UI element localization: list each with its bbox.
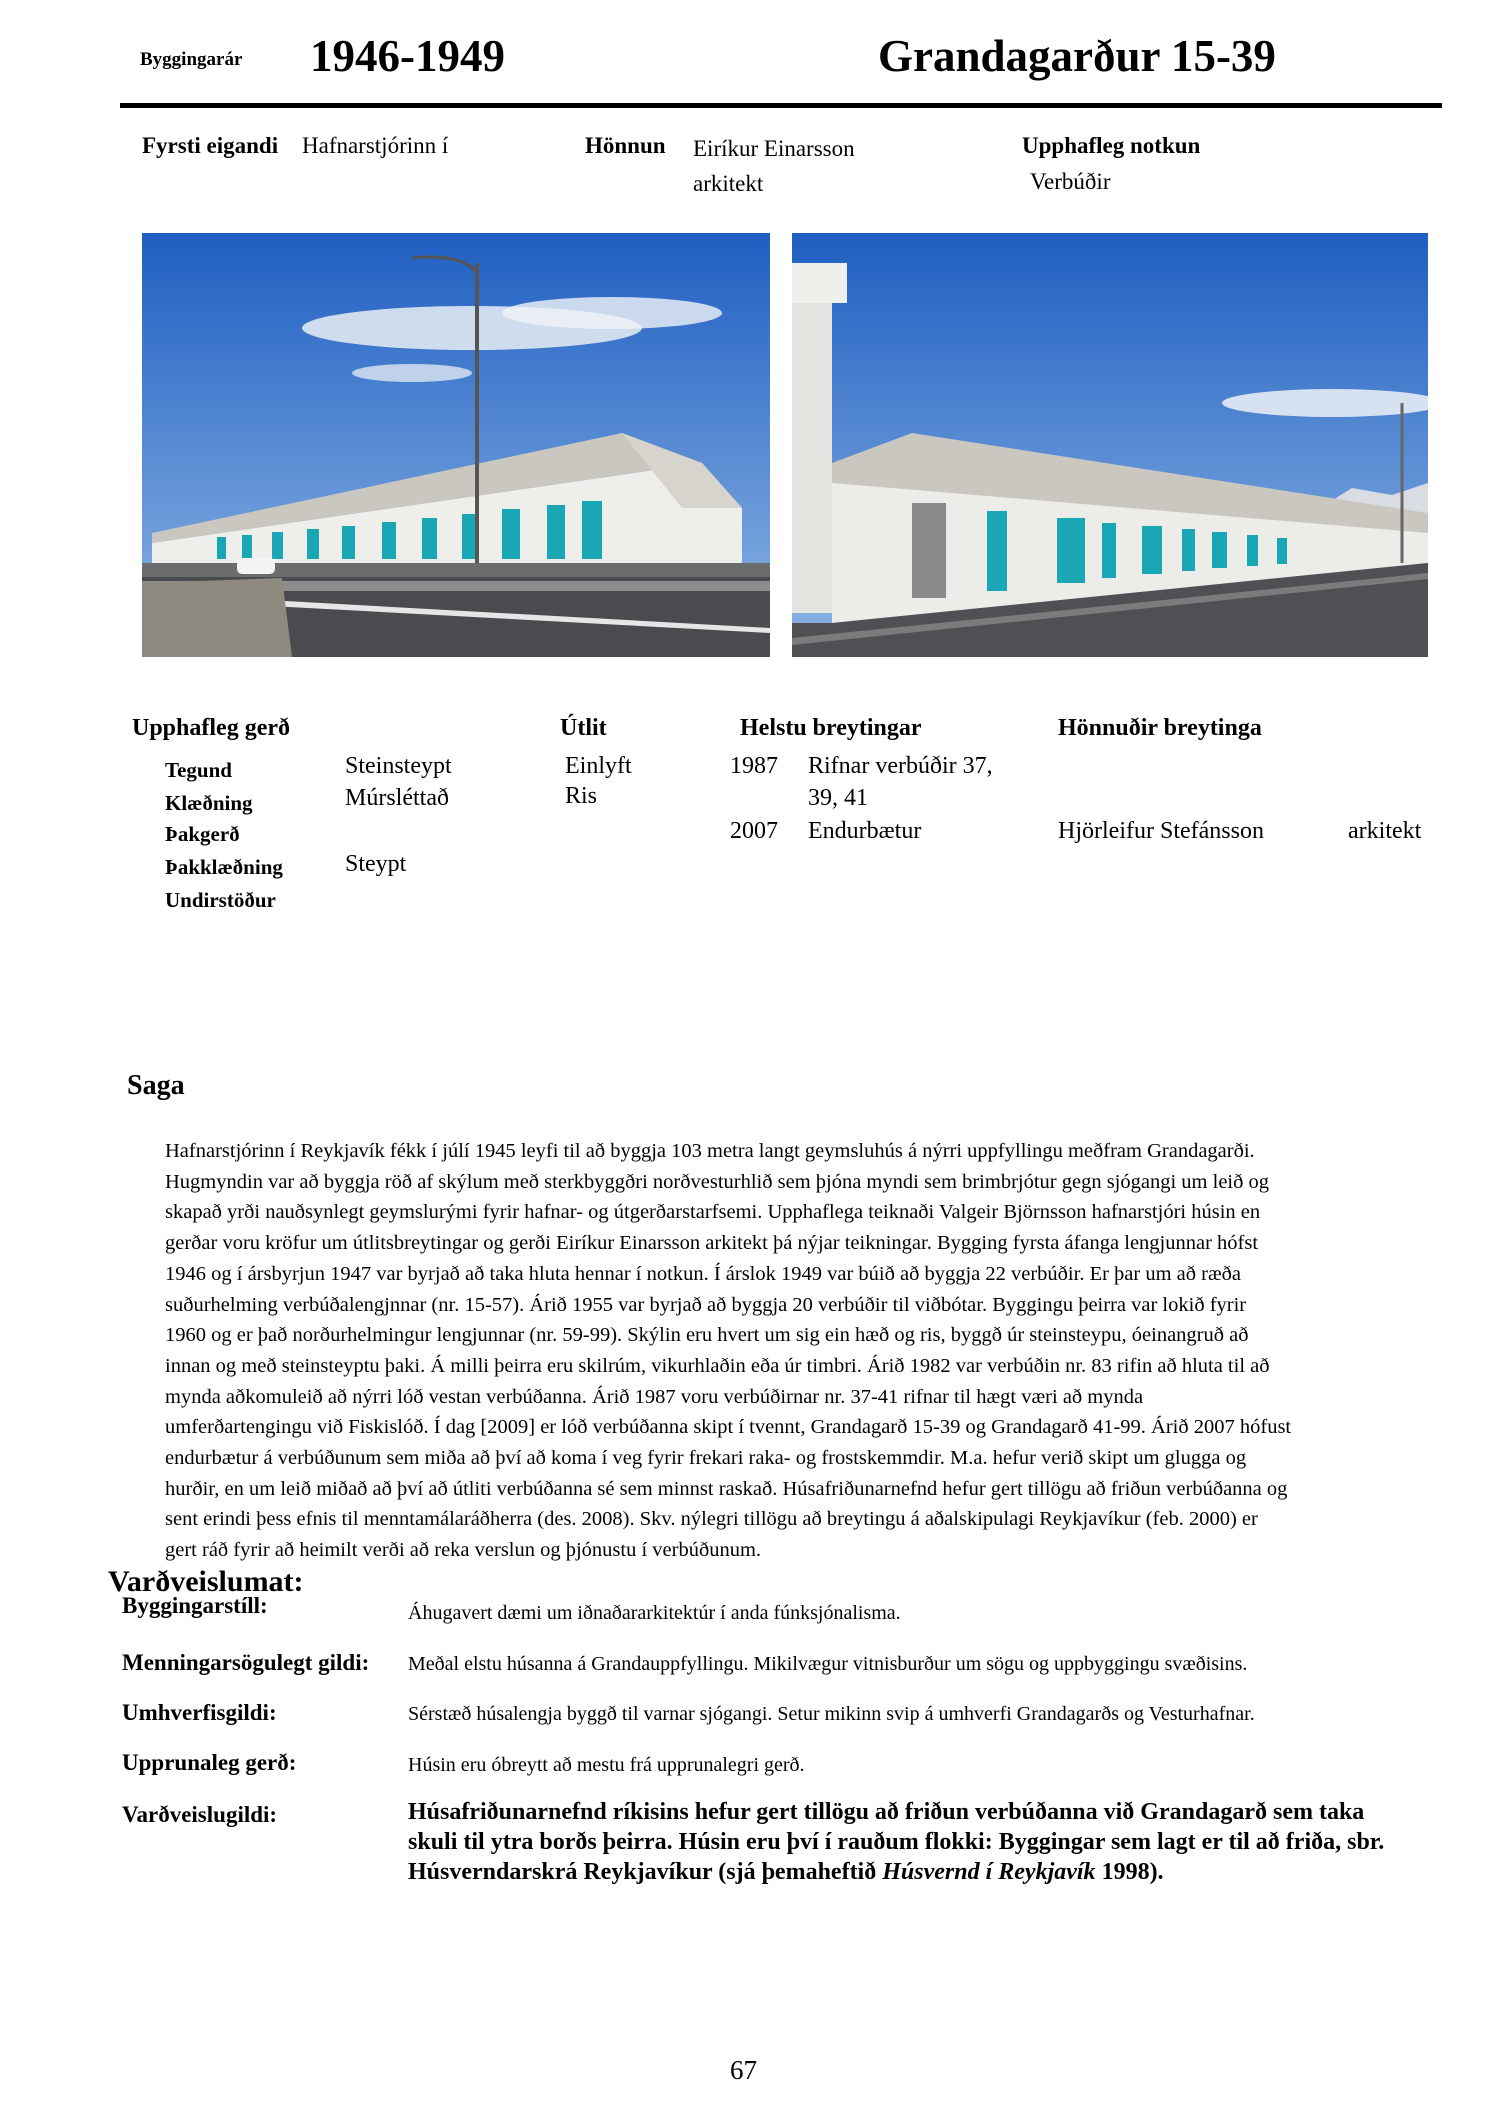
type-value: Steinsteypt — [345, 753, 452, 779]
design-label: Hönnun — [585, 133, 666, 158]
preservation-text-post: 1998). — [1095, 1859, 1164, 1885]
roof-cladding-value: Steypt — [345, 851, 407, 877]
environment-value-text: Sérstæð húsalengja byggð til varnar sjógangi. Setur mikinn svip á umhverfi Grandagarðs og Vesturhafnar. — [408, 1703, 1255, 1725]
change-text-continued: 39, 41 — [808, 785, 868, 811]
original-form-label: Upprunaleg gerð: — [122, 1750, 297, 1775]
publication-title: Húsvernd í Reykjavík — [882, 1859, 1096, 1885]
saga-line: 1946 og í ársbyrjun 1947 var byrjað að taka hluta hennar í notkun. Í árslok 1949 var búið að byggja 22 verbúðir. Er þar um að ræða — [165, 1262, 1241, 1285]
saga-body — [165, 1136, 1435, 1566]
row-label-foundations: Undirstöður — [165, 888, 276, 912]
saga-line: sent erindi þess efnis til menntamálaráðherra (des. 2008). Skv. nýlegri tillögu að breytingu á aðalskipulagi Reykjavíkur (feb. 2000) er — [165, 1508, 1258, 1531]
saga-line: skapað yrði nauðsynlegt geymslurými fyrir hafnar- og útgerðarstarfsemi. Upphaflega teiknaði Valgeir Björnsson hafnarstjóri húsin en — [165, 1201, 1261, 1224]
original-form-value: Húsin eru óbreytt að mestu frá upprunalegri gerð. — [408, 1754, 805, 1776]
use-label: Upphafleg notkun — [1022, 133, 1201, 158]
row-label-roof-cladding: Þakklæðning — [165, 855, 283, 879]
saga-line: suðurhelming verbúðalengjnnar (nr. 15-57). Árið 1955 var byrjað að byggja 20 verbúðir til viðbótar. Byggingu þeirra var lokið fyrir — [165, 1293, 1247, 1316]
appearance-value-2: Ris — [565, 783, 598, 809]
saga-line: 1960 og er það norðurhelmingur lengjunnar (nr. 59-99). Skýlin eru hvert um sig ein hæð og ris, byggð úr steinsteypu, óeinangruð að — [165, 1324, 1249, 1347]
preservation-text-pre: Húsafriðunarnefnd ríkisins hefur gert tillögu að friðun verbúðanna við Grandagarð sem taka skuli til ytra borðs þeirra. Húsin eru því í rauðum flokki: Byggingar sem lagt er til að friða, sbr. Húsverndarskrá Reykjavíkur (sjá þemaheftið — [408, 1799, 1385, 1885]
cultural-value-text: Meðal elstu húsanna á Grandauppfyllingu. Mikilvægur vitnisburður um sögu og uppbyggingu svæðisins. — [408, 1653, 1248, 1675]
change-text: Rifnar verbúðir 37, — [808, 753, 993, 779]
saga-line: endurbætur á verbúðunum sem miða að því að koma í veg fyrir frekari raka- og frostskemmdir. M.a. hefur verið skipt um glugga og — [165, 1447, 1247, 1470]
change-designer: Hjörleifur Stefánsson — [1058, 818, 1264, 844]
saga-line: mynda aðkomuleið að nýrri lóð vestan verbúðanna. Árið 1987 voru verbúðirnar nr. 37-41 rifnar til hægt væri að mynda — [165, 1385, 1144, 1408]
cladding-value: Múrsléttað — [345, 785, 449, 811]
appearance-value-1: Einlyft — [565, 753, 632, 779]
style-value: Áhugavert dæmi um iðnaðararkitektúr í anda fúnksjónalisma. — [408, 1602, 901, 1624]
cultural-value-label: Menningarsögulegt gildi: — [122, 1650, 370, 1675]
saga-line: gert ráð fyrir að heimilt verði að reka verslun og þjónustu í verbúðunum. — [165, 1539, 762, 1562]
photo-east-view — [792, 233, 1428, 657]
saga-line: innan og með steinsteyptu þaki. Á milli þeirra eru skilrúm, vikurhlaðin eða úr timbri. Árið 1982 var verbúðin nr. 83 rifin að hluta til að — [165, 1354, 1270, 1377]
change-text: Endurbætur — [808, 818, 922, 844]
row-label-type: Tegund — [165, 758, 232, 782]
saga-line: umferðartengingu við Fiskislóð. Í dag [2009] er lóð verbúðanna skipt í tvennt, Grandagarð 15-39 og Grandagarð 41-99. Árið 2007 hófust — [165, 1416, 1292, 1439]
build-years-label: Byggingarár — [140, 49, 243, 70]
owner-value: Hafnarstjórinn í — [302, 133, 449, 158]
style-label: Byggingarstíll: — [122, 1593, 268, 1618]
owner-label: Fyrsti eigandi — [142, 133, 279, 158]
preservation-value-label: Varðveislugildi: — [122, 1802, 278, 1827]
header-rule — [120, 103, 1442, 108]
preservation-value-text — [408, 1797, 1418, 1887]
environment-value-label: Umhverfisgildi: — [122, 1700, 277, 1725]
saga-line: gerðar voru kröfur um útlitsbreytingar og gerði Eiríkur Einarsson arkitekt þá nýjar teikningar. Bygging fyrsta áfanga lengjunnar hófst — [165, 1232, 1259, 1255]
row-label-cladding: Klæðning — [165, 791, 253, 815]
design-value-1: Eiríkur Einarsson — [693, 136, 855, 161]
saga-line: hurðir, en um leið miðað að því að útliti verbúðanna sé sem minnst raskað. Húsafriðunarnefnd hefur gert tillögu að friðun verbúðanna og — [165, 1477, 1288, 1500]
header-original-form: Upphafleg gerð — [132, 715, 290, 741]
saga-line: Hugmyndin var að byggja röð af skýlum með sterkbyggðri norðvesturhlið sem þjóna myndi sem brimbrjótur gegn sjógangi um leið og — [165, 1170, 1269, 1193]
row-label-roof-type: Þakgerð — [165, 822, 240, 846]
header-main-changes: Helstu breytingar — [740, 715, 922, 741]
use-value: Verbúðir — [1030, 169, 1111, 194]
build-years: 1946-1949 — [310, 31, 505, 81]
change-year: 2007 — [730, 818, 778, 844]
header-appearance: Útlit — [560, 715, 607, 741]
saga-line: Hafnarstjórinn í Reykjavík fékk í júlí 1945 leyfi til að byggja 103 metra langt geymsluhús á nýrri uppfyllingu meðfram Grandagarði. — [165, 1140, 1255, 1162]
page-number: 67 — [730, 2055, 757, 2085]
preservation-title: Varðveislumat: — [108, 1565, 304, 1598]
address-title: Grandagarður 15-39 — [878, 31, 1276, 81]
photo-west-view — [142, 233, 770, 657]
header-change-designers: Hönnuðir breytinga — [1058, 715, 1262, 741]
saga-title: Saga — [127, 1070, 185, 1101]
change-designer-role: arkitekt — [1348, 818, 1422, 844]
change-year: 1987 — [730, 753, 778, 779]
design-value-2: arkitekt — [693, 171, 764, 196]
